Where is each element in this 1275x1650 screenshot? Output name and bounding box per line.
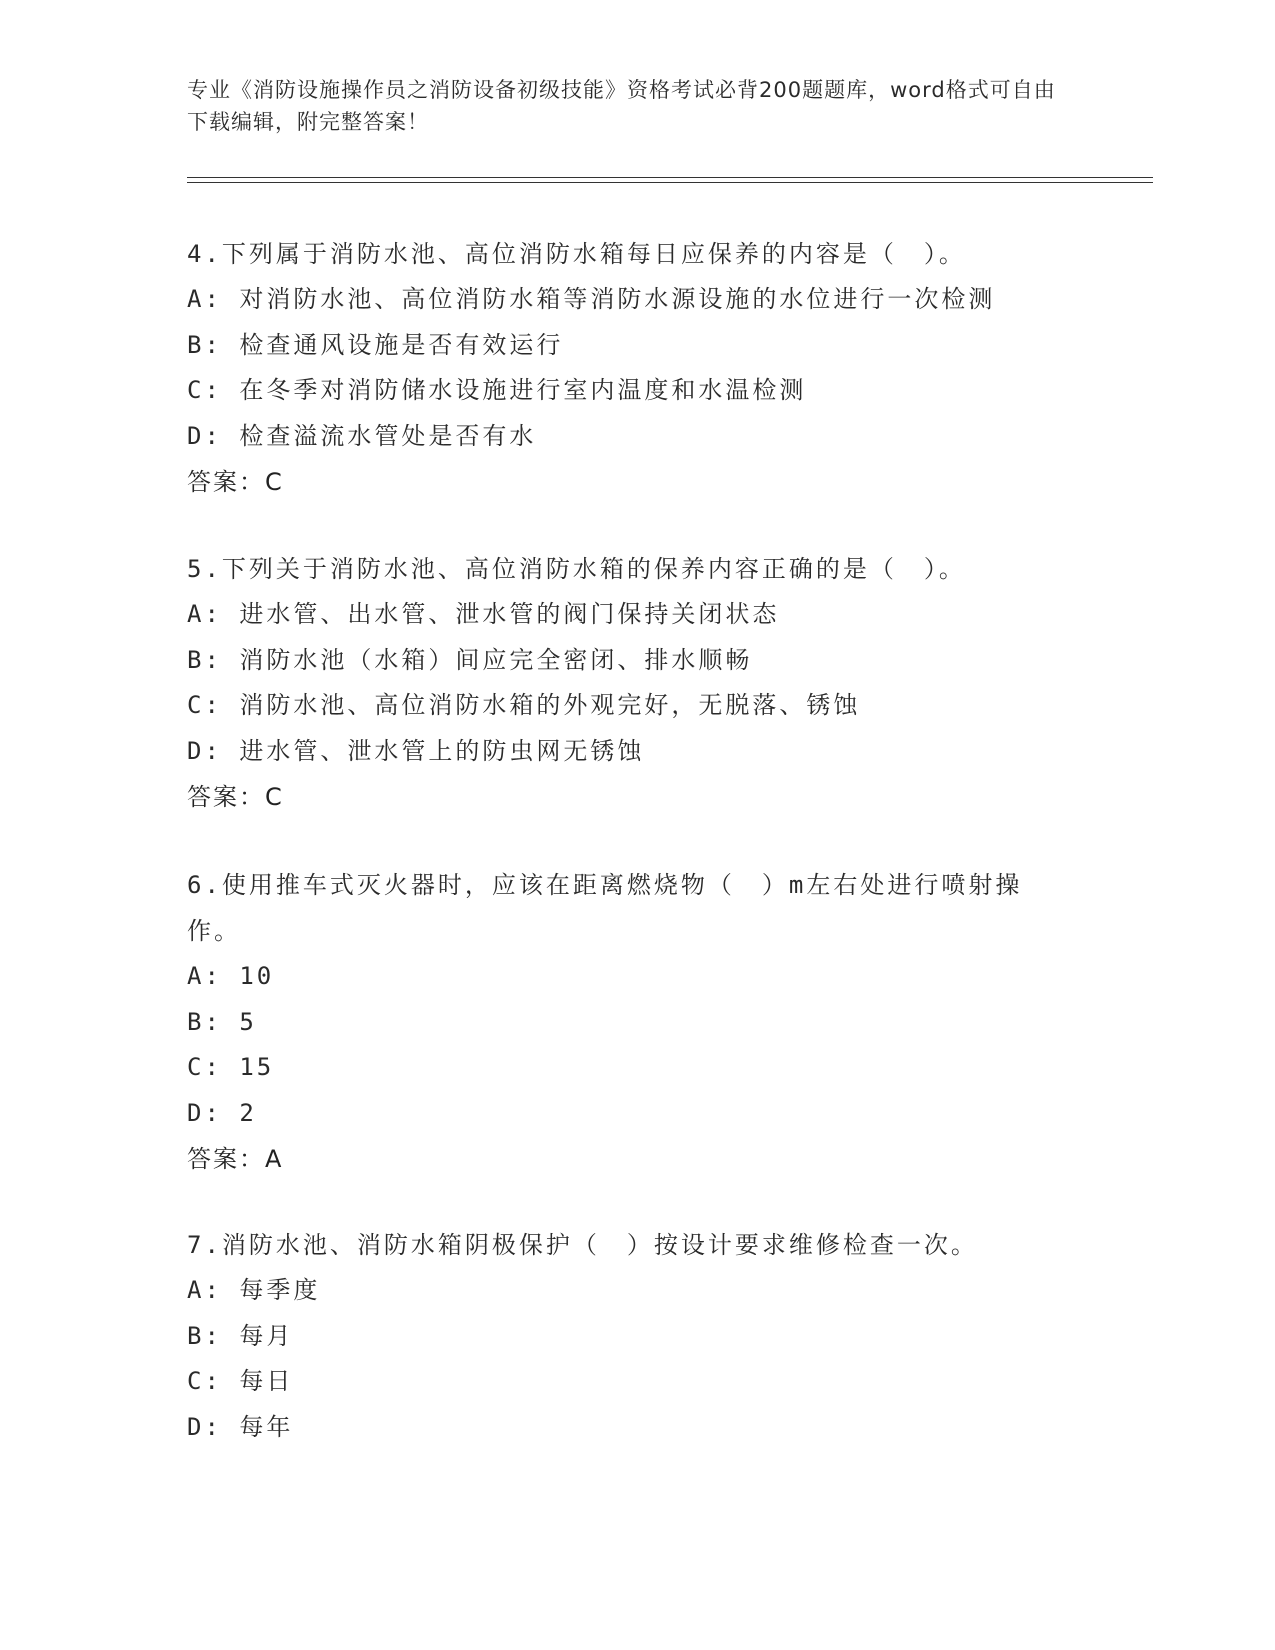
option-c: C: 在冬季对消防储水设施进行室内温度和水温检测 (187, 376, 807, 404)
answer: 答案：C (187, 783, 284, 811)
answer: 答案：A (187, 1145, 284, 1173)
option-b: B: 检查通风设施是否有效运行 (187, 330, 564, 359)
option-b: B: 5 (187, 1007, 257, 1036)
answer: 答案：C (187, 468, 284, 496)
option-d: D: 每年 (187, 1412, 294, 1441)
option-a: A: 对消防水池、高位消防水箱等消防水源设施的水位进行一次检测 (187, 285, 996, 313)
option-d: D: 进水管、泄水管上的防虫网无锈蚀 (187, 736, 645, 765)
question-5 (187, 546, 1087, 820)
option-d: D: 检查溢流水管处是否有水 (187, 421, 537, 450)
question-6 (187, 862, 1067, 1182)
question-stem: 5.下列关于消防水池、高位消防水箱的保养内容正确的是（ ）。 (187, 555, 966, 583)
option-b: B: 消防水池（水箱）间应完全密闭、排水顺畅 (187, 645, 753, 674)
option-a: A: 进水管、出水管、泄水管的阀门保持关闭状态 (187, 600, 780, 628)
question-7 (187, 1222, 1087, 1450)
question-4 (187, 231, 1087, 505)
header-divider-top (187, 177, 1153, 178)
option-b: B: 每月 (187, 1321, 294, 1350)
option-a: A: 每季度 (187, 1276, 321, 1304)
question-stem: 6.使用推车式灭火器时，应该在距离燃烧物（ ）m左右处进行喷射操作。 (187, 871, 1023, 945)
question-stem: 7.消防水池、消防水箱阴极保护（ ）按设计要求维修检查一次。 (187, 1231, 978, 1259)
document-header: 专业《消防设施操作员之消防设备初级技能》资格考试必背200题题库，word格式可自由下载编辑，附完整答案！ (187, 78, 1056, 134)
option-c: C: 每日 (187, 1367, 294, 1395)
question-stem: 4.下列属于消防水池、高位消防水箱每日应保养的内容是（ ）。 (187, 240, 966, 268)
option-c: C: 消防水池、高位消防水箱的外观完好，无脱落、锈蚀 (187, 691, 861, 719)
option-d: D: 2 (187, 1098, 257, 1127)
option-c: C: 15 (187, 1053, 275, 1081)
header-divider-bottom (187, 182, 1153, 183)
option-a: A: 10 (187, 962, 275, 990)
